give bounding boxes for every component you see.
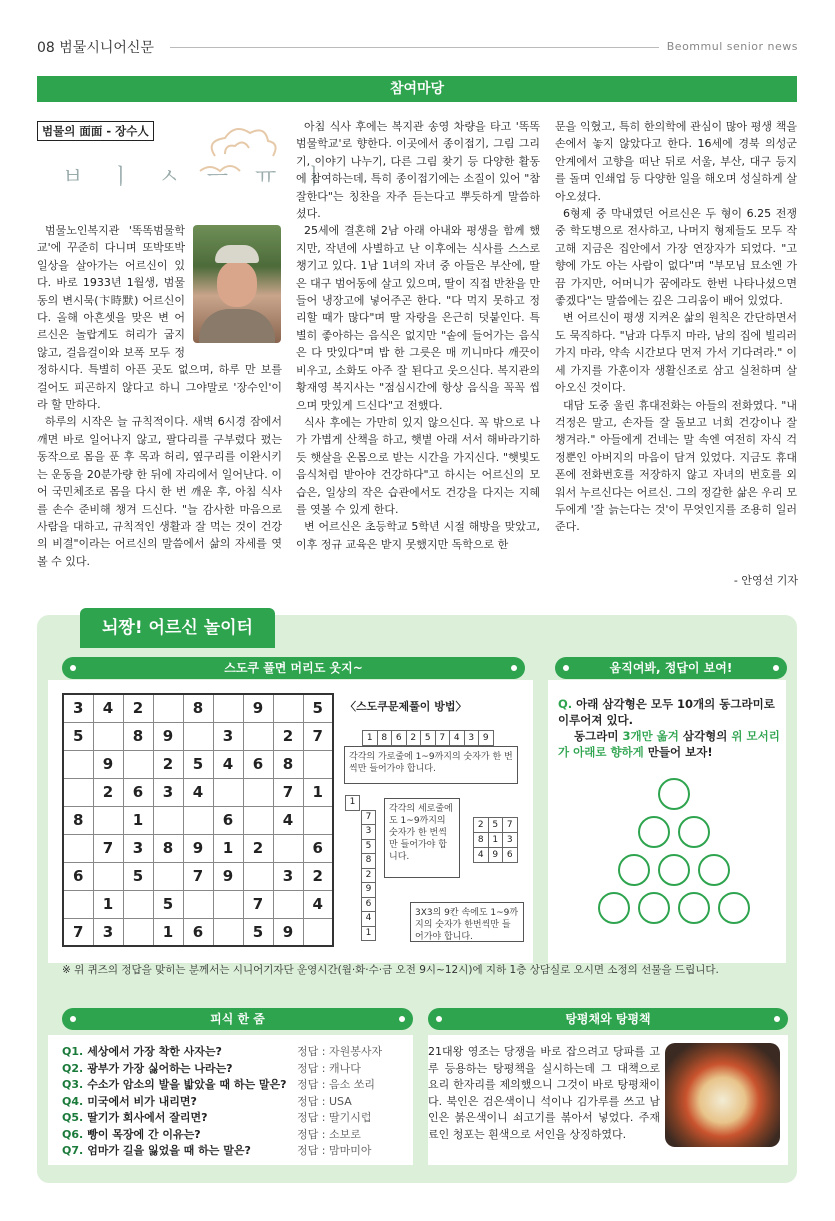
quiz-question bbox=[62, 1044, 297, 1061]
quiz-item bbox=[62, 1044, 407, 1061]
quiz-answer: 정답 : USA bbox=[297, 1094, 352, 1108]
sudoku-cell bbox=[303, 806, 333, 834]
sudoku-cell: 3 bbox=[93, 918, 123, 946]
example-cell: 2 bbox=[406, 730, 422, 746]
sudoku-cell bbox=[93, 806, 123, 834]
sudoku-cell: 3 bbox=[213, 722, 243, 750]
quiz-question-text: 빵이 목장에 간 이유는? bbox=[87, 1127, 201, 1141]
sudoku-cell: 7 bbox=[273, 778, 303, 806]
question-label: Q. bbox=[558, 697, 573, 711]
example-cell: 8 bbox=[377, 730, 393, 746]
example-cell: 8 bbox=[473, 832, 489, 848]
header-divider bbox=[170, 47, 659, 48]
example-cell: 4 bbox=[361, 911, 376, 927]
sudoku-cell bbox=[303, 918, 333, 946]
sudoku-cell: 9 bbox=[213, 862, 243, 890]
move-question bbox=[558, 696, 783, 760]
sudoku-cell: 3 bbox=[273, 862, 303, 890]
sudoku-cell: 7 bbox=[183, 862, 213, 890]
article-col2 bbox=[296, 118, 540, 588]
quiz-answer: 정답 : 소보로 bbox=[297, 1127, 361, 1141]
sudoku-cell bbox=[63, 778, 93, 806]
article-col1 bbox=[37, 222, 282, 582]
sudoku-cell: 1 bbox=[303, 778, 333, 806]
example-cell: 1 bbox=[488, 832, 504, 848]
question-line2c: 삼각형의 bbox=[678, 729, 732, 743]
section-banner: 참여마당 bbox=[37, 76, 797, 102]
sudoku-row bbox=[63, 722, 333, 750]
example-cell: 2 bbox=[361, 868, 376, 884]
quiz-question-text: 세상에서 가장 착한 사자는? bbox=[87, 1045, 222, 1058]
sudoku-cell: 7 bbox=[93, 834, 123, 862]
article-paragraph: 아침 식사 후에는 복지관 송영 차량을 타고 '똑똑범물학교'로 향한다. 이곳에서 종이접기, 그림 그리기, 이야기 나누기, 다른 그림 찾기 등 다양한 활동에 참여하는데, 특히 종이접기에는 소질이 있어 "참 잘한다"는 칭찬을 자주 듣는다고 뿌듯하게 말씀하셨다. bbox=[296, 120, 540, 221]
sudoku-cell: 2 bbox=[243, 834, 273, 862]
sudoku-cell bbox=[153, 862, 183, 890]
article-tag: 범물의 面面 - 장수人 bbox=[37, 121, 154, 141]
sudoku-cell bbox=[213, 778, 243, 806]
quiz-question bbox=[62, 1110, 297, 1127]
sudoku-grid bbox=[62, 693, 334, 947]
sudoku-cell bbox=[273, 694, 303, 722]
box-row bbox=[473, 832, 517, 848]
example-cell: 1 bbox=[362, 730, 378, 746]
sudoku-cell: 4 bbox=[273, 806, 303, 834]
article-paragraph: 변 어르신이 평생 지켜온 삶의 원칙은 간단하면서도 묵직하다. "남과 다투지 마라, 남의 집에 빌리러 가지 마라, 약속 시간보다 먼저 가서 기다려라." 이 세 가지를 가훈이자 생활신조로 삼고 실천하며 살아오신 것이다. bbox=[555, 311, 797, 395]
sudoku-cell: 2 bbox=[93, 778, 123, 806]
byline: - 안영선 기자 bbox=[733, 574, 798, 587]
sudoku-cell: 1 bbox=[123, 806, 153, 834]
sudoku-cell: 9 bbox=[243, 694, 273, 722]
sudoku-row bbox=[63, 778, 333, 806]
quiz-item bbox=[62, 1110, 407, 1127]
sudoku-cell: 7 bbox=[243, 890, 273, 918]
puzzle-circle[interactable] bbox=[678, 892, 710, 924]
example-cell: 4 bbox=[449, 730, 465, 746]
puzzle-circle[interactable] bbox=[618, 854, 650, 886]
quiz-question-text: 미국에서 비가 내리면? bbox=[87, 1094, 197, 1108]
sudoku-cell: 8 bbox=[63, 806, 93, 834]
example-cell: 5 bbox=[361, 839, 376, 855]
page-header-brand: Beommul senior news bbox=[666, 40, 798, 53]
article-paragraph: 25세에 결혼해 2남 아래 아내와 평생을 함께 했지만, 작년에 사별하고 난 이후에는 식사를 스스로 챙기고 있다. 1남 1녀의 자녀 중 아들은 부산에, 딸은 대구 범어동에 살고 있으며, 딸이 직접 반찬을 만들어 냉장고에 넣어주곤 한다. "다 먹지 못하고 정리할 때가 많다"며 딸 자랑을 은근히 덧붙인다. 특별히 좋아하는 음식은 없지만 "솥에 들어가는 음식은 다 맛있다"며 밥 한 그릇은 매 끼니마다 깨끗이 비우고, 소화도 아주 잘 된다고 웃으신다. 복지관의 황재영 복지사는 "점심시간에 항상 음식을 꼭꼭 씹으며 맛있게 드신다"고 전했다. bbox=[296, 224, 540, 412]
article-paragraph: 변 어르신은 초등학교 5학년 시절 해방을 맞았고, 이후 정규 교육은 받지 못했지만 독학으로 한 bbox=[296, 520, 540, 551]
sudoku-cell bbox=[183, 890, 213, 918]
sudoku-row bbox=[63, 834, 333, 862]
calligraphy-title: ㅂ ㅣ ㅅ ㅡ ㅠ ㅣ bbox=[62, 165, 335, 190]
sudoku-cell: 5 bbox=[183, 750, 213, 778]
article-paragraph: 대담 도중 울린 휴대전화는 아들의 전화였다. "내 걱정은 말고, 손자들 잘 돌보고 너희 건강이나 잘 챙겨라." 아들에게 건네는 말 속엔 여전히 자식 걱정뿐인 아버지의 마음이 담겨 있었다. 지금도 휴대폰에 전화번호를 저장하지 않고 자녀의 번호를 외워서 누르신다는 어르신. 그의 정갈한 삶은 우리 모두에게 '잘 늙는다는 것'이 무엇인지를 조용히 일러준다. bbox=[555, 398, 797, 534]
sudoku-cell bbox=[243, 722, 273, 750]
article-paragraph: 범물노인복지관 '똑똑범물학교'에 꾸준히 다니며 또박또박 일상을 살아가는 어르신이 있다. 바로 1933년 1월생, 범물동의 변시묵(卞時默) 어르신이다. 올해 아흔셋을 맞은 변 어르신은 놀랍게도 허리가 굽지 않고, 걸음걸이와 보폭 모두 정정하시다. 특별히 아픈 곳도 없으며, 하루 만 보를 걸어도 피곤하지 않다고 하니 그야말로 '장수인'이라 할 만하다. bbox=[37, 224, 282, 412]
sudoku-cell: 8 bbox=[273, 750, 303, 778]
sudoku-cell: 6 bbox=[183, 918, 213, 946]
sudoku-row bbox=[63, 806, 333, 834]
tangpyeong-heading: 탕평채와 탕평책 bbox=[428, 1008, 788, 1030]
sudoku-cell bbox=[213, 890, 243, 918]
sudoku-cell: 8 bbox=[153, 834, 183, 862]
quiz-number: Q1. bbox=[62, 1045, 84, 1058]
quiz-answer: 정답 : 캐나다 bbox=[297, 1061, 361, 1075]
photo-spacer bbox=[185, 222, 282, 346]
example-cell: 7 bbox=[435, 730, 451, 746]
puzzle-circle[interactable] bbox=[638, 816, 670, 848]
sudoku-cell bbox=[213, 694, 243, 722]
quiz-item bbox=[62, 1077, 407, 1094]
question-line2a: 동그라미 bbox=[574, 729, 623, 743]
quiz-question bbox=[62, 1061, 297, 1078]
puzzle-circle[interactable] bbox=[638, 892, 670, 924]
quiz-question-text: 엄마가 길을 잃었을 때 하는 말은? bbox=[87, 1144, 251, 1157]
example-cell: 3 bbox=[361, 824, 376, 840]
sudoku-cell: 5 bbox=[303, 694, 333, 722]
sudoku-cell bbox=[243, 778, 273, 806]
sudoku-cell: 5 bbox=[123, 862, 153, 890]
sudoku-cell bbox=[183, 806, 213, 834]
sudoku-cell bbox=[63, 834, 93, 862]
sudoku-cell: 9 bbox=[93, 750, 123, 778]
puzzle-circle[interactable] bbox=[598, 892, 630, 924]
example-cell: 9 bbox=[488, 847, 504, 863]
sudoku-cell bbox=[243, 806, 273, 834]
sudoku-cell bbox=[183, 722, 213, 750]
example-cell: 6 bbox=[391, 730, 407, 746]
sudoku-row bbox=[63, 694, 333, 722]
sudoku-cell: 4 bbox=[93, 694, 123, 722]
sudoku-row bbox=[63, 750, 333, 778]
sudoku-cell bbox=[123, 918, 153, 946]
example-cell: 9 bbox=[361, 882, 376, 898]
example-cell: 5 bbox=[488, 817, 504, 833]
quiz-number: Q5. bbox=[62, 1111, 84, 1124]
article-paragraph: 6형제 중 막내였던 어르신은 두 형이 6.25 전쟁 중 학도병으로 전사하고, 나머지 형제들도 모두 작고해 지금은 집안에서 가장 연장자가 되었다. "고향에 가도 아는 사람이 없다"며 "부모님 묘소엔 가끔 가지만, 어머니가 꿈에라도 한번 나타나셨으면 좋겠다"는 말씀에는 깊은 그리움이 배어 있었다. bbox=[555, 207, 797, 308]
sudoku-cell: 4 bbox=[303, 890, 333, 918]
quiz-question bbox=[62, 1143, 297, 1160]
quiz-question bbox=[62, 1077, 297, 1094]
sudoku-cell bbox=[93, 862, 123, 890]
sudoku-cell: 9 bbox=[153, 722, 183, 750]
puzzle-circle[interactable] bbox=[658, 778, 690, 810]
puzzle-title: 뇌짱! 어르신 놀이터 bbox=[80, 608, 275, 648]
sudoku-row bbox=[63, 918, 333, 946]
box-row bbox=[473, 847, 517, 863]
sudoku-cell: 9 bbox=[183, 834, 213, 862]
box-row bbox=[473, 817, 517, 833]
tip-box: 3X3의 9칸 속에도 1~9까지의 숫자가 한번씩만 들어가야 합니다. bbox=[410, 902, 524, 942]
sudoku-cell: 7 bbox=[63, 918, 93, 946]
example-cell: 6 bbox=[502, 847, 518, 863]
quiz-notice: ※ 위 퀴즈의 정답을 맞히는 분께서는 시니어기자단 운영시간(월·화·수·금 오전 9시~12시)에 지하 1층 상담실로 오시면 소정의 선물을 드립니다. bbox=[62, 964, 719, 976]
sudoku-cell: 7 bbox=[303, 722, 333, 750]
puzzle-circle[interactable] bbox=[658, 854, 690, 886]
quiz-item bbox=[62, 1061, 407, 1078]
sudoku-cell: 2 bbox=[273, 722, 303, 750]
quiz-answer: 정답 : 딸기시럽 bbox=[297, 1111, 372, 1124]
question-line2b: 3개만 옮겨 bbox=[622, 729, 679, 743]
question-line2d: 위 모서리가 아래로 향하게 bbox=[558, 729, 780, 759]
sudoku-cell bbox=[153, 694, 183, 722]
sudoku-cell bbox=[123, 890, 153, 918]
sudoku-cell: 2 bbox=[153, 750, 183, 778]
move-heading: 움직여봐, 정답이 보여! bbox=[555, 657, 787, 679]
sudoku-cell bbox=[153, 806, 183, 834]
quiz-number: Q2. bbox=[62, 1061, 84, 1075]
sudoku-cell: 2 bbox=[123, 694, 153, 722]
example-cell: 4 bbox=[473, 847, 489, 863]
quiz-item bbox=[62, 1094, 407, 1111]
sudoku-cell bbox=[63, 890, 93, 918]
sudoku-cell bbox=[303, 750, 333, 778]
quiz-answer: 정답 : 음소 쏘리 bbox=[297, 1078, 375, 1091]
sudoku-cell: 3 bbox=[123, 834, 153, 862]
example-cell: 5 bbox=[420, 730, 436, 746]
box-example bbox=[473, 818, 517, 863]
method-title: 〈스도쿠문제풀이 방법〉 bbox=[345, 700, 467, 713]
example-cell: 8 bbox=[361, 853, 376, 869]
puzzle-circle[interactable] bbox=[718, 892, 750, 924]
column-example bbox=[345, 796, 379, 941]
sudoku-cell bbox=[123, 750, 153, 778]
sudoku-cell: 5 bbox=[153, 890, 183, 918]
circle-triangle bbox=[590, 778, 760, 938]
sudoku-cell bbox=[273, 834, 303, 862]
sudoku-cell: 4 bbox=[213, 750, 243, 778]
example-cell: 1 bbox=[361, 926, 376, 942]
sudoku-cell: 6 bbox=[123, 778, 153, 806]
sudoku-row bbox=[63, 862, 333, 890]
row-example bbox=[362, 730, 493, 746]
sudoku-cell: 3 bbox=[63, 694, 93, 722]
quiz-item bbox=[62, 1127, 407, 1144]
sudoku-cell: 8 bbox=[183, 694, 213, 722]
sudoku-cell: 8 bbox=[123, 722, 153, 750]
quiz-number: Q6. bbox=[62, 1127, 84, 1141]
page-header-title: 08 범물시니어신문 bbox=[37, 40, 154, 56]
puzzle-circle[interactable] bbox=[698, 854, 730, 886]
article-paragraph: 식사 후에는 가만히 있지 않으신다. 꼭 밖으로 나가 가볍게 산책을 하고, 햇볕 아래 서서 해바라기하듯 햇살을 온몸으로 받는 시간을 가지신다. "햇빛도 음식처럼 받아야 건강하다"고 하시는 어르신의 모습은, 일상의 작은 습관에서도 건강을 다지는 지혜를 엿볼 수 있게 한다. bbox=[296, 415, 540, 516]
quiz-answer: 정답 : 자원봉사자 bbox=[297, 1045, 383, 1058]
sudoku-cell: 6 bbox=[213, 806, 243, 834]
sudoku-row bbox=[63, 890, 333, 918]
sudoku-cell: 5 bbox=[63, 722, 93, 750]
quiz-item bbox=[62, 1143, 407, 1160]
quiz-number: Q4. bbox=[62, 1094, 84, 1108]
example-cell: 3 bbox=[502, 832, 518, 848]
tangpyeongchae-photo bbox=[665, 1043, 780, 1147]
quiz-question bbox=[62, 1094, 297, 1111]
puzzle-circle[interactable] bbox=[678, 816, 710, 848]
example-cell: 7 bbox=[361, 810, 376, 826]
quiz-answer: 정답 : 맘마미아 bbox=[297, 1144, 372, 1157]
example-cell: 2 bbox=[473, 817, 489, 833]
quiz-question-text: 수소가 암소의 발을 밟았을 때 하는 말은? bbox=[87, 1078, 287, 1091]
sudoku-cell: 3 bbox=[153, 778, 183, 806]
quiz-list bbox=[62, 1044, 407, 1160]
sudoku-cell: 4 bbox=[183, 778, 213, 806]
sudoku-cell bbox=[213, 918, 243, 946]
article-paragraph: 하루의 시작은 늘 규칙적이다. 새벽 6시경 잠에서 깨면 바로 일어나지 않고, 팔다리를 구부렸다 폈는 동작으로 몸을 푼 후 목과 허리, 옆구리를 이완시키는 운동을 20분가량 한 뒤에 자리에서 일어난다. 이어 국민체조로 몸을 다시 한 번 깨운 후, 아침 식사를 손수 준비해 챙겨 드신다. "늘 감사한 마음으로 사람을 대하고, 규칙적인 생활과 잘 먹는 것이 건강의 비결"이라는 어르신의 말씀에서 삶의 자세를 엿볼 수 있다. bbox=[37, 415, 282, 568]
sudoku-cell: 1 bbox=[153, 918, 183, 946]
sudoku-cell: 6 bbox=[63, 862, 93, 890]
article-col3 bbox=[555, 118, 797, 568]
quiz-question-text: 광부가 가장 싫어하는 나라는? bbox=[87, 1061, 233, 1075]
quiz-question bbox=[62, 1127, 297, 1144]
sudoku-cell: 1 bbox=[213, 834, 243, 862]
sudoku-heading: 스도쿠 풀면 머리도 웃지~ bbox=[62, 657, 525, 679]
sudoku-cell: 9 bbox=[273, 918, 303, 946]
sudoku-cell: 5 bbox=[243, 918, 273, 946]
question-line1: 아래 삼각형은 모두 10개의 동그라미로 이루어져 있다. bbox=[558, 697, 775, 727]
quiz-question-text: 딸기가 회사에서 잘리면? bbox=[87, 1111, 208, 1124]
example-cell: 9 bbox=[478, 730, 494, 746]
sudoku-cell: 1 bbox=[93, 890, 123, 918]
sudoku-cell bbox=[63, 750, 93, 778]
sudoku-cell: 2 bbox=[303, 862, 333, 890]
quiz-heading: 피식 한 줌 bbox=[62, 1008, 413, 1030]
tangpyeong-text: 21대왕 영조는 당쟁을 바로 잡으려고 당파를 고루 등용하는 탕평책을 실시하는데 그 대책으로 요리 한자리를 제의했으니 그것이 바로 탕평채이다. 북인은 검은색이니 석이나 김가루를 쓰고 남인은 붉은색이니 쇠고기를 볶아서 넣었다. 주재료인 청포는 흰색으로 서인을 상징하였다. bbox=[428, 1045, 660, 1141]
example-cell: 6 bbox=[361, 897, 376, 913]
sudoku-cell bbox=[93, 722, 123, 750]
example-cell: 3 bbox=[464, 730, 480, 746]
example-cell: 7 bbox=[502, 817, 518, 833]
question-line2e: 만들어 보자! bbox=[643, 745, 713, 759]
sudoku-cell bbox=[243, 862, 273, 890]
sudoku-cell: 6 bbox=[303, 834, 333, 862]
sudoku-cell: 6 bbox=[243, 750, 273, 778]
quiz-number: Q3. bbox=[62, 1078, 84, 1091]
tip-column: 각각의 세로줄에도 1~9까지의 숫자가 한 번씩만 들어가야 합니다. bbox=[384, 798, 460, 878]
article-paragraph: 문을 익혔고, 특히 한의학에 관심이 많아 평생 책을 손에서 놓지 않았다고 한다. 16세에 경북 의성군 안계에서 고향을 떠난 뒤로 서울, 부산, 대구 등지를 돌며 인쇄업 등 다양한 일을 해오며 성실하게 살아오셨다. bbox=[555, 120, 797, 203]
sudoku-cell bbox=[273, 890, 303, 918]
quiz-number: Q7. bbox=[62, 1144, 84, 1157]
tip-row: 각각의 가로줄에 1~9까지의 숫자가 한 번씩만 들어가야 합니다. bbox=[344, 746, 518, 784]
example-cell: 1 bbox=[345, 795, 360, 811]
